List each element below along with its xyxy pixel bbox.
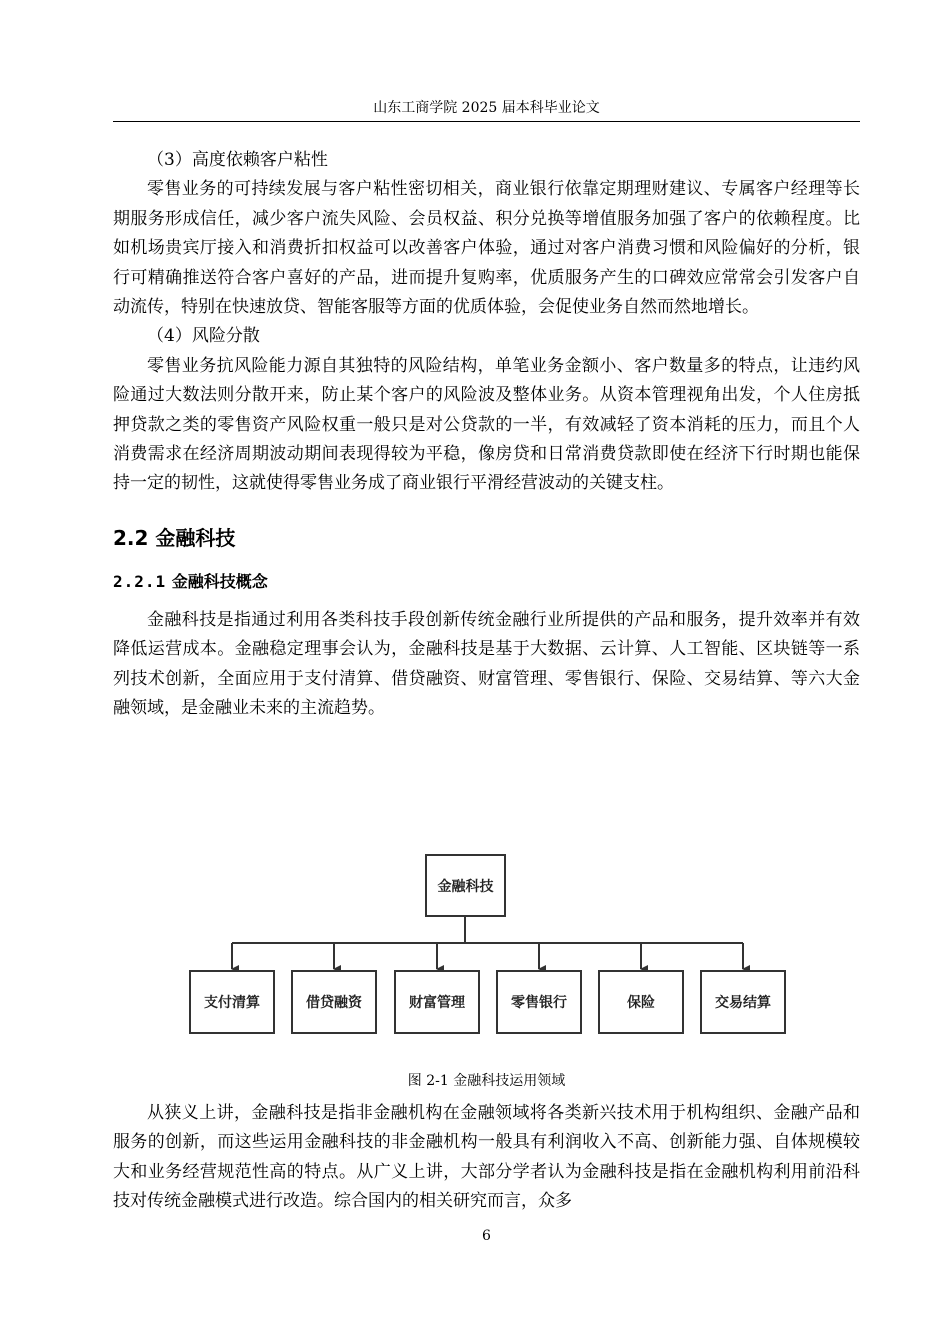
- page-header: 山东工商学院 2025 届本科毕业论文: [373, 100, 600, 116]
- body-text-upper: [113, 146, 860, 724]
- subsection-heading-text: 金融科技概念: [171, 571, 268, 591]
- diagram-node-insurance: 保险: [598, 970, 684, 1034]
- diagram-root-node: 金融科技: [425, 854, 506, 917]
- subsection-3-title: （3）高度依赖客户粘性: [147, 150, 328, 170]
- section-heading: 2.2 金融科技: [113, 525, 236, 550]
- fintech-diagram: [185, 853, 785, 1035]
- diagram-node-lending: 借贷融资: [291, 970, 377, 1034]
- subsection-3-paragraph: 零售业务的可持续发展与客户粘性密切相关，商业银行依靠定期理财建议、专属客户经理等长期服务形成信任，减少客户流失风险、会员权益、积分兑换等增值服务加强了客户的依赖程度。比如机场贵宾厅接入和消费折扣权益可以改善客户体验，通过对客户消费习惯和风险偏好的分析，银行可精确推送符合客户喜好的产品，进而提升复购率，优质服务产生的口碑效应常常会引发客户自动流传，特别在快速放贷、智能客服等方面的优质体验，会促使业务自然而然地增长。: [113, 179, 860, 318]
- body-text-lower: [113, 1099, 860, 1217]
- subsection-heading: [113, 570, 860, 594]
- diagram-node-retail: 零售银行: [496, 970, 582, 1034]
- header-divider: [113, 121, 860, 122]
- diagram-node-settlement: 交易结算: [700, 970, 786, 1034]
- diagram-node-payment: 支付清算: [189, 970, 275, 1034]
- subsection-4-title: （4）风险分散: [147, 326, 260, 347]
- page-number: 6: [482, 1228, 491, 1244]
- concept-paragraph: 金融科技是指通过利用各类科技手段创新传统金融行业所提供的产品和服务，提升效率并有效降低运营成本。金融稳定理事会认为，金融科技是基于大数据、云计算、人工智能、区块链等一系列技术创新，全面应用于支付清算、借贷融资、财富管理、零售银行、保险、交易结算、等六大金融领域，是金融业未来的主流趋势。: [113, 609, 860, 719]
- definition-paragraph: 从狭义上讲，金融科技是指非金融机构在金融领域将各类新兴技术用于机构组织、金融产品和服务的创新，而这些运用金融科技的非金融机构一般具有利润收入不高、创新能力强、自体规模较大和业务经营规范性高的特点。从广义上讲，大部分学者认为金融科技是指在金融机构利用前沿科技对传统金融模式进行改造。综合国内的相关研究而言，众多: [113, 1103, 860, 1212]
- subsection-4-paragraph: 零售业务抗风险能力源自其独特的风险结构，单笔业务金额小、客户数量多的特点，让违约风险通过大数法则分散开来，防止某个客户的风险波及整体业务。从资本管理视角出发，个人住房抵押贷款之类的零售资产风险权重一般只是对公贷款的一半，有效减轻了资本消耗的压力，而且个人消费需求在经济周期波动期间表现得较为平稳，像房贷和日常消费贷款即使在经济下行时期也能保持一定的韧性，这就使得零售业务成了商业银行平滑经营波动的关键支柱。: [113, 355, 860, 494]
- subsection-heading-number: 2.2.1: [113, 571, 167, 591]
- figure-caption: 图 2-1 金融科技运用领域: [407, 1073, 566, 1089]
- diagram-node-wealth: 财富管理: [394, 970, 480, 1034]
